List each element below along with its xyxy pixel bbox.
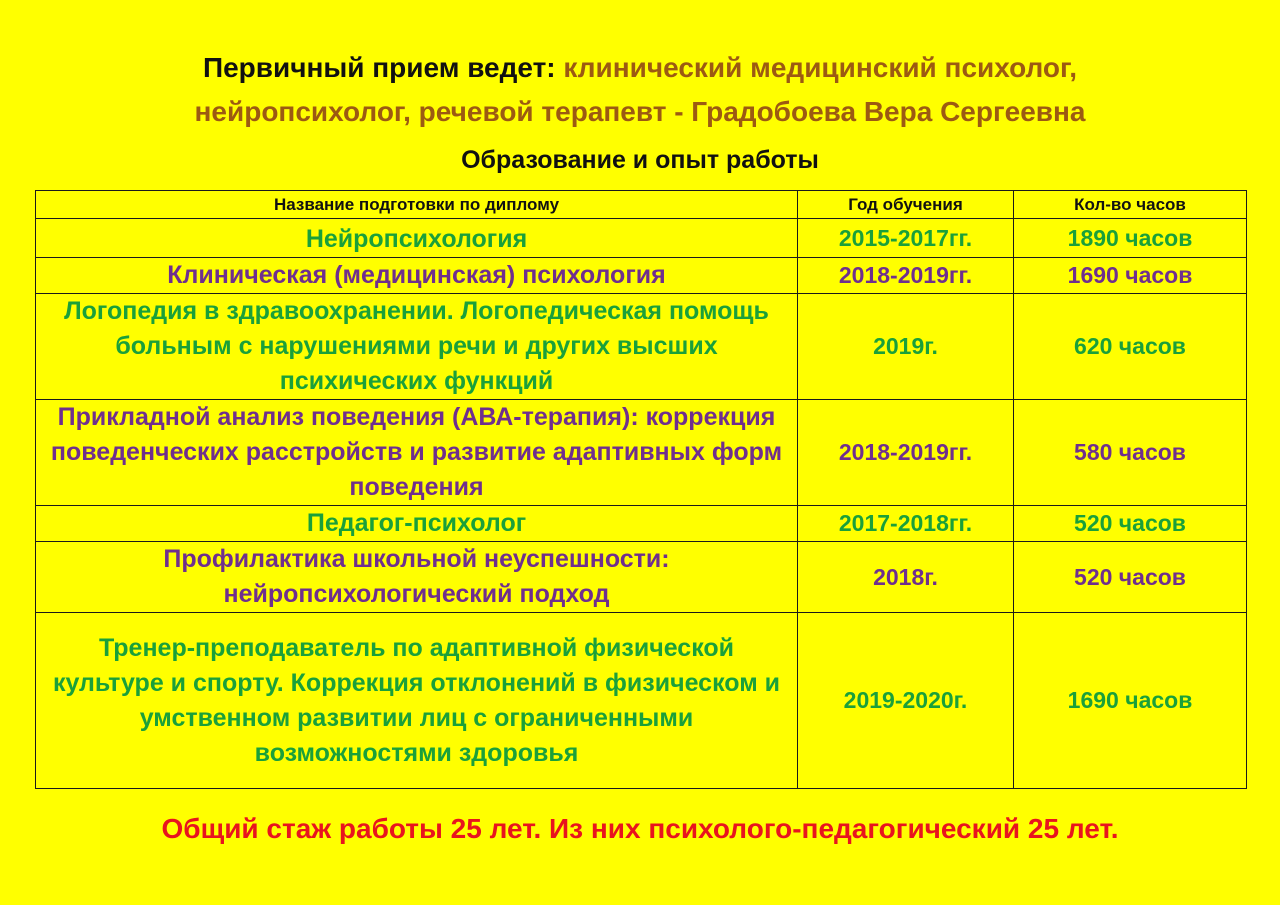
row-name: Профилактика школьной неуспешности: нейропсихологический подход [36, 542, 798, 613]
row-hours: 580 часов [1014, 400, 1247, 506]
table-row [36, 400, 1247, 506]
row-hours: 1690 часов [1014, 258, 1247, 294]
row-hours: 1690 часов [1014, 613, 1247, 789]
table-row [36, 294, 1247, 400]
row-hours: 520 часов [1014, 542, 1247, 613]
education-table [35, 190, 1247, 789]
table-row [36, 219, 1247, 258]
column-header-hours: Кол-во часов [1014, 191, 1247, 219]
row-name: Клиническая (медицинская) психология [36, 258, 798, 294]
work-experience-summary: Общий стаж работы 25 лет. Из них психолого-педагогический 25 лет. [161, 813, 1119, 844]
row-name: Педагог-психолог [36, 506, 798, 542]
row-year: 2018-2019гг. [798, 258, 1014, 294]
table-row [36, 506, 1247, 542]
header-role-part-2: нейропсихолог, речевой терапевт - Градобоева Вера Сергеевна [194, 96, 1086, 127]
row-year: 2015-2017гг. [798, 219, 1014, 258]
row-name: Нейропсихология [36, 219, 798, 258]
section-title: Образование и опыт работы [461, 146, 819, 174]
row-year: 2019-2020г. [798, 613, 1014, 789]
header-prefix: Первичный прием ведет: [202, 52, 556, 83]
header-line-1 [0, 46, 1280, 90]
row-year: 2018-2019гг. [798, 400, 1014, 506]
row-hours: 620 часов [1014, 294, 1247, 400]
column-header-year: Год обучения [798, 191, 1014, 219]
table-row [36, 613, 1247, 789]
table-row [36, 542, 1247, 613]
header-role-part-1: клинический медицинский психолог, [563, 52, 1078, 83]
table-row [36, 258, 1247, 294]
row-name: Тренер-преподаватель по адаптивной физической культуре и спорту. Коррекция отклонений в физическом и умственном развитии лиц с ограниченными возможностями здоровья [36, 613, 798, 789]
row-year: 2018г. [798, 542, 1014, 613]
table-header-row [36, 191, 1247, 219]
row-name: Логопедия в здравоохранении. Логопедическая помощь больным с нарушениями речи и других высших психических функций [36, 294, 798, 400]
page-header [0, 46, 1280, 134]
column-header-name: Название подготовки по диплому [36, 191, 798, 219]
row-year: 2019г. [798, 294, 1014, 400]
row-hours: 520 часов [1014, 506, 1247, 542]
row-hours: 1890 часов [1014, 219, 1247, 258]
row-year: 2017-2018гг. [798, 506, 1014, 542]
row-name: Прикладной анализ поведения (АВА-терапия): коррекция поведенческих расстройств и развитие адаптивных форм поведения [36, 400, 798, 506]
